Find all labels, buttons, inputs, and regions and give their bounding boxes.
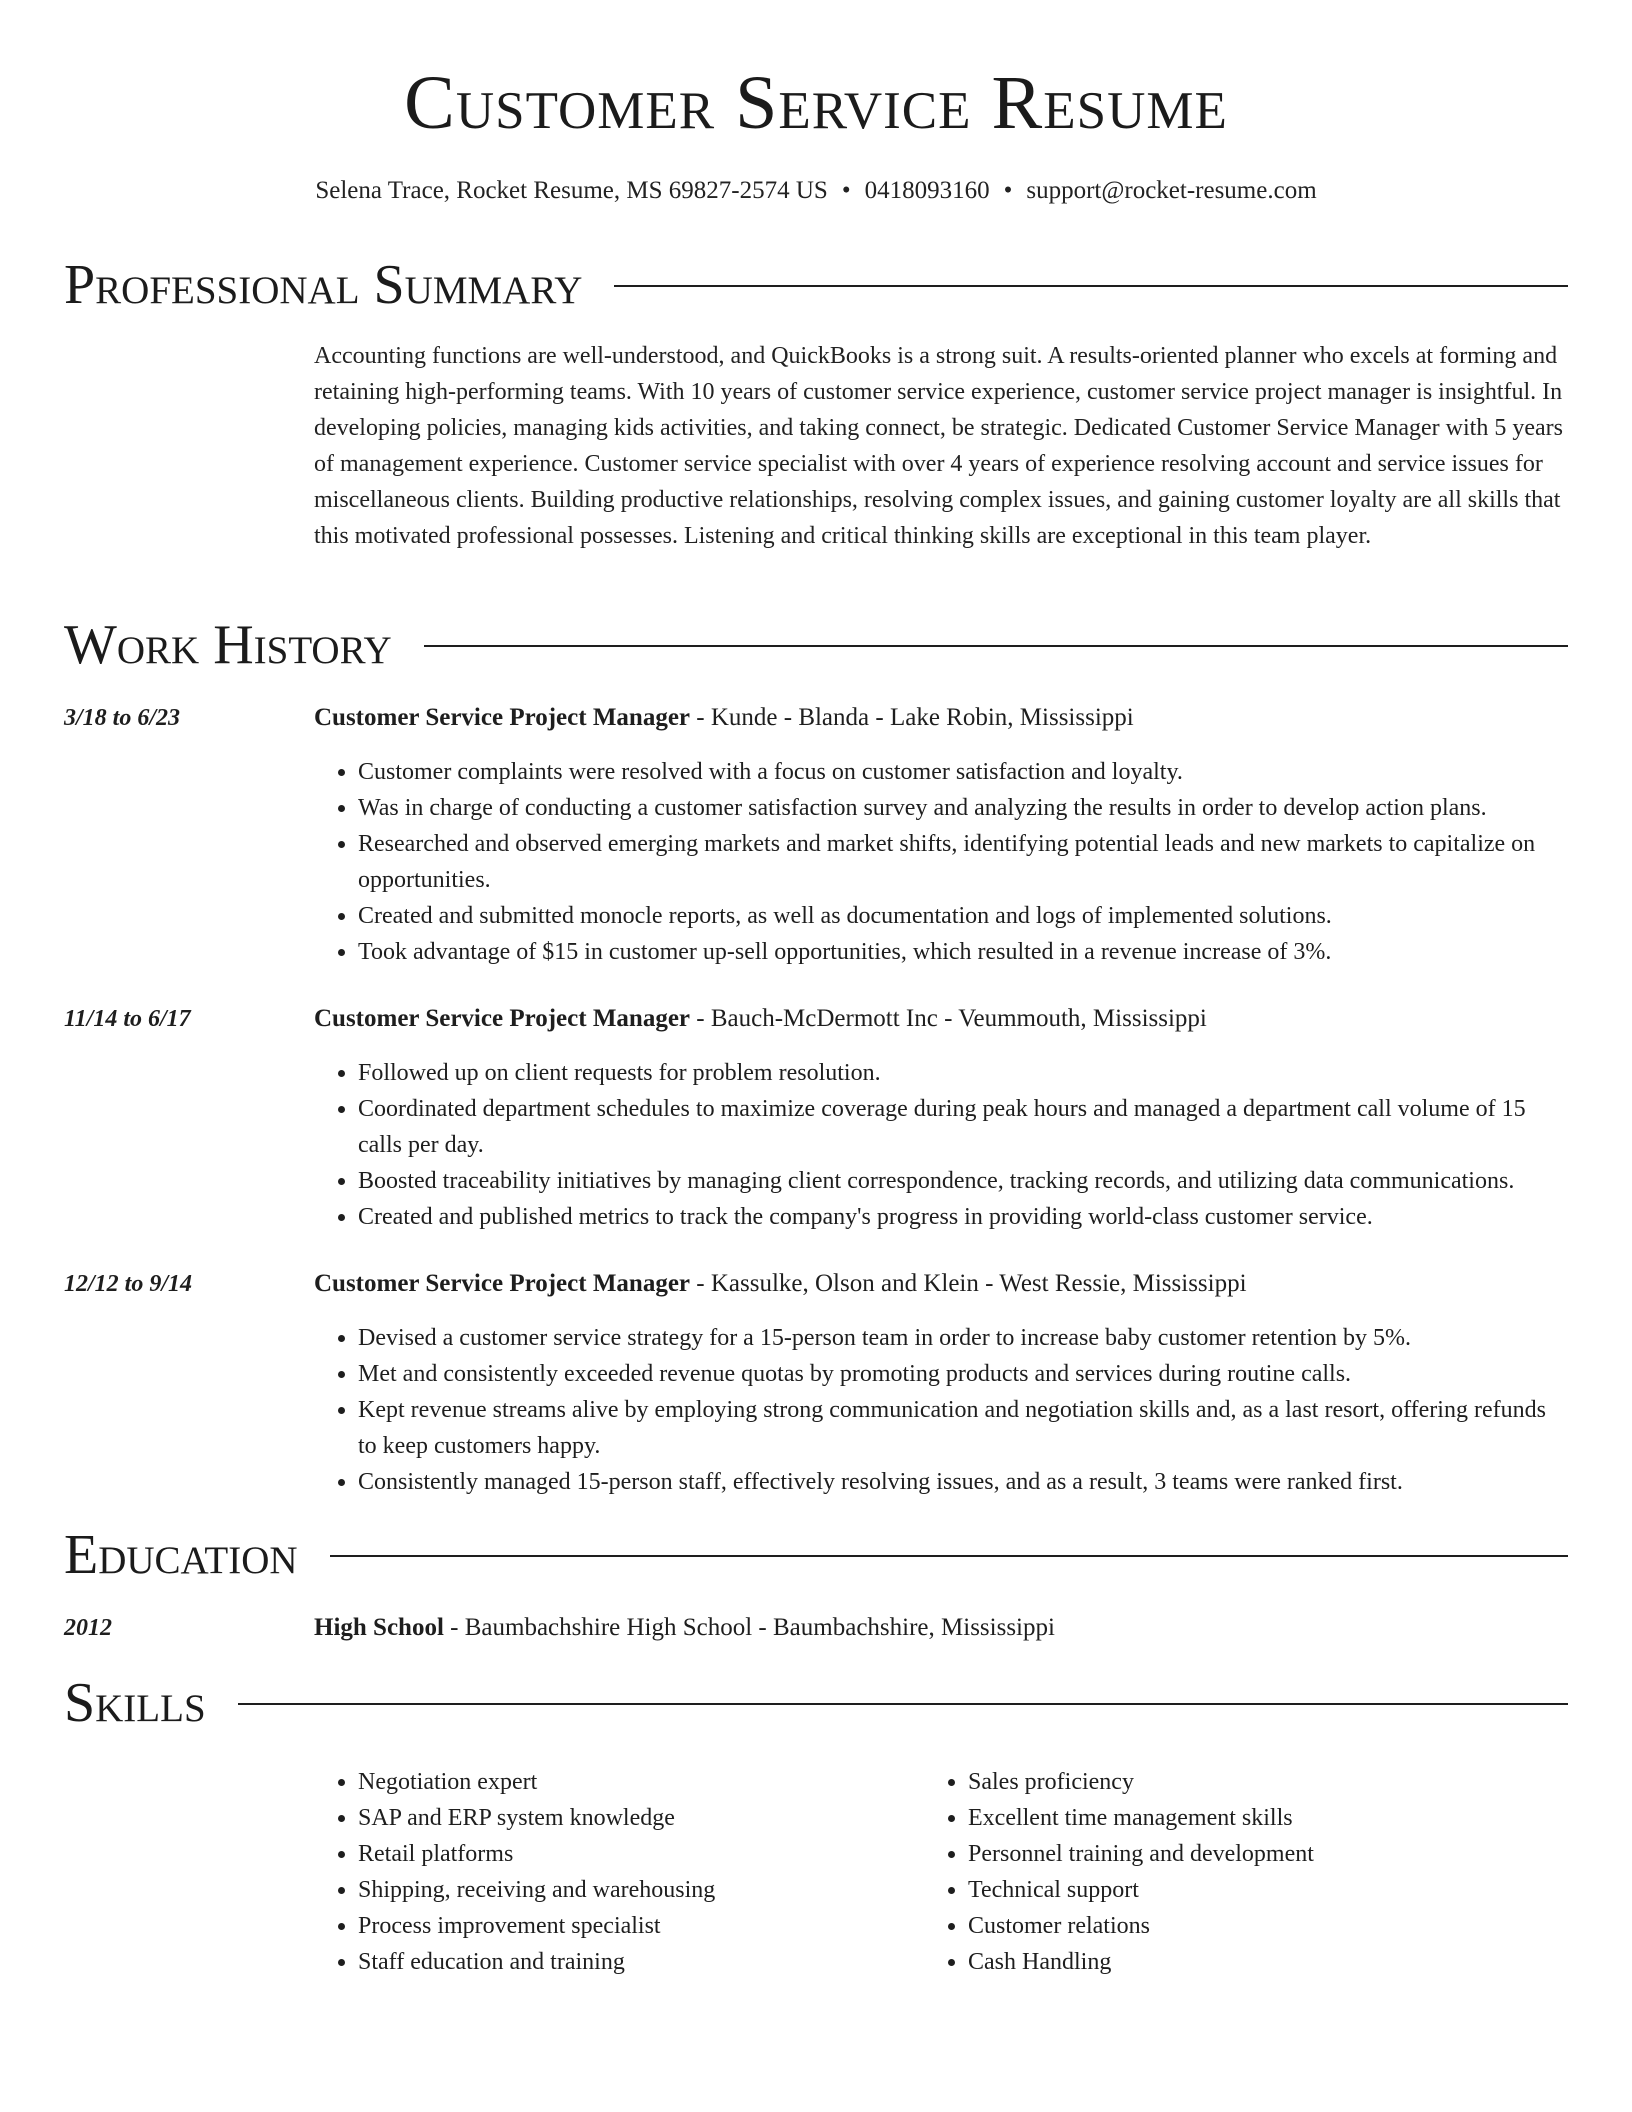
job-bullets [314,1055,1568,1235]
job-dates: 12/12 to 9/14 [64,1271,193,1297]
contact-phone: 0418093160 [864,177,990,204]
job-heading [314,700,1568,736]
job-bullet: • Took advantage of $15 in customer up-sell opportunities, which resulted in a revenue increase of 3%. [358,934,1568,970]
skills-list-left [314,1764,924,1980]
job-bullet: • Created and submitted monocle reports, as well as documentation and logs of implemented solutions. [358,898,1568,934]
contact-separator: • [1003,177,1013,204]
skill-item: • Process improvement specialist [358,1908,924,1944]
skill-item: • SAP and ERP system knowledge [358,1800,924,1836]
job-heading [314,1001,1568,1037]
contact-email: support@rocket-resume.com [1026,177,1317,204]
skills-list-right [924,1764,1568,1980]
section-divider [614,285,1568,287]
skill-item: • Staff education and training [358,1944,924,1980]
skill-item: • Technical support [968,1872,1568,1908]
job-bullet: • Kept revenue streams alive by employing strong communication and negotiation skills and, as a last resort, offering refunds to keep customers happy. [358,1392,1568,1464]
education-year: 2012 [64,1615,112,1641]
skill-item: • Customer relations [968,1908,1568,1944]
education-school: - Baumbachshire High School - Baumbachshire, Mississippi [443,1614,1055,1641]
job-bullet: • Boosted traceability initiatives by managing client correspondence, tracking records, and utilizing data communications. [358,1163,1568,1199]
section-title: Work History [64,614,392,676]
job-bullet: • Customer complaints were resolved with a focus on customer satisfaction and loyalty. [358,754,1568,790]
skill-item: • Excellent time management skills [968,1800,1568,1836]
skill-item: • Cash Handling [968,1944,1568,1980]
skill-item: • Retail platforms [358,1836,924,1872]
job-bullets [314,754,1568,970]
education-degree: High School [314,1614,444,1641]
skill-item: • Personnel training and development [968,1836,1568,1872]
job-bullet: • Devised a customer service strategy for a 15-person team in order to increase baby customer retention by 5%. [358,1320,1568,1356]
job-bullet: • Created and published metrics to track the company's progress in providing world-class customer service. [358,1199,1568,1235]
section-divider [238,1703,1568,1705]
job-employer: - Kassulke, Olson and Klein - West Ressie, Mississippi [690,1270,1247,1297]
job-bullet: • Met and consistently exceeded revenue quotas by promoting products and services during routine calls. [358,1356,1568,1392]
job-title: Customer Service Project Manager [314,704,691,731]
section-heading-work-history [64,610,1568,680]
job-dates: 11/14 to 6/17 [64,1006,191,1032]
job-bullet: • Followed up on client requests for problem resolution. [358,1055,1568,1091]
section-divider [330,1555,1568,1557]
summary-text: Accounting functions are well-understood, and QuickBooks is a strong suit. A results-oriented planner who excels at forming and retaining high-performing teams. With 10 years of customer service experience, customer service project manager is insightful. In developing policies, managing kids activities, and taking connect, be strategic. Dedicated Customer Service Manager with 5 years of management experience. Customer service specialist with over 4 years of experience resolving account and service issues for miscellaneous clients. Building productive relationships, resolving complex issues, and gaining customer loyalty are all skills that this motivated professional possesses. Listening and critical thinking skills are exceptional in this team player. [314,343,1563,549]
section-title: Education [64,1524,298,1586]
skill-item: • Shipping, receiving and warehousing [358,1872,924,1908]
job-employer: - Bauch-McDermott Inc - Veummouth, Mississippi [690,1005,1207,1032]
contact-address: Selena Trace, Rocket Resume, MS 69827-2574 US [315,177,828,204]
section-heading-skills [64,1668,1568,1738]
job-employer: - Kunde - Blanda - Lake Robin, Mississippi [690,704,1134,731]
job-title: Customer Service Project Manager [314,1005,691,1032]
contact-separator: • [841,177,851,204]
education-heading [314,1610,1568,1646]
job-bullet: • Consistently managed 15-person staff, effectively resolving issues, and as a result, 3 teams were ranked first. [358,1464,1568,1500]
job-heading [314,1266,1568,1302]
skill-item: • Sales proficiency [968,1764,1568,1800]
skill-item: • Negotiation expert [358,1764,924,1800]
section-title: Skills [64,1672,206,1734]
job-bullet: • Coordinated department schedules to maximize coverage during peak hours and managed a department call volume of 15 calls per day. [358,1091,1568,1163]
section-heading-summary [64,250,1568,320]
job-bullet: • Was in charge of conducting a customer satisfaction survey and analyzing the results in order to develop action plans. [358,790,1568,826]
job-bullet: • Researched and observed emerging markets and market shifts, identifying potential leads and new markets to capitalize on opportunities. [358,826,1568,898]
job-dates: 3/18 to 6/23 [64,705,181,731]
resume-title: Customer Service Resume [404,61,1228,145]
section-divider [424,645,1568,647]
contact-line [0,174,1632,208]
section-title: Professional Summary [64,254,583,316]
section-heading-education [64,1520,1568,1590]
job-bullets [314,1320,1568,1500]
job-title: Customer Service Project Manager [314,1270,691,1297]
